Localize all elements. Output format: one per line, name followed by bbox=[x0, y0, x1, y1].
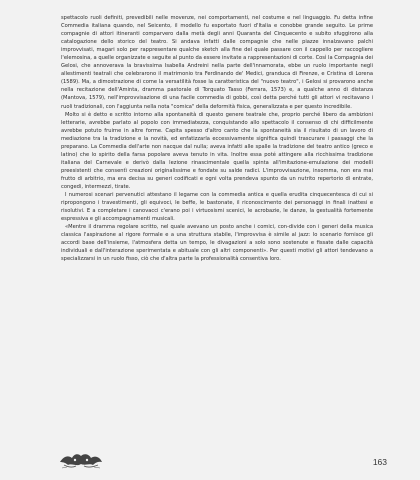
body-text bbox=[61, 14, 373, 263]
paragraph: I numerosi scenari pervenutici attestano il legame con la commedia antica e quella erudita cinquecentesca di cui si ripropongono i travestimenti, gli equivoci, le beffe, le bastonate, il riconoscimento dei personaggi in finali inattesi e risolutivi. E a completare i canovacci c'erano poi i virtuosismi scenici, le acrobazie, le danze, la gestualità fortemente espressiva e gli accompagnamenti musicali. bbox=[61, 192, 373, 223]
page-number: 163 bbox=[372, 457, 387, 467]
paragraph: «Mentre il dramma regolare scritto, nel quale avevano un posto anche i comici, con-divide con i generi della musica classica l'aspirazione al rigore formale e a una struttura stabile, l'improvvisa è simile al jazz: lo scenario fornisce gli accordi base dell'insieme, l'atmosfera detta un tempo, le divagazioni a solo sono sostenute e fissate dalle capacità individuali e dall'interazione sperimentata e abituale con gli altri componenti». Per questi motivi gli attori tendevano a specializzarsi in un ruolo fisso, ciò che d'altra parte la professionalità consentiva loro. bbox=[61, 224, 373, 263]
decorative-mask-ornament bbox=[58, 450, 104, 470]
paragraph: Molto si è detto e scritto intorno alla spontaneità di questo genere teatrale che, proprio perché libero da ambizioni letterarie, avrebbe parlato al popolo con immediatezza, conquistando allo spettacolo il consenso di chi difficilmente avrebbe potuto fruirne in altre forme. Capita spesso d'altro canto che la spontaneità sia il risultato di un lavoro di mediazione tra la tradizione e la novità, ed enfatizzarla eccessivamente significa quindi trascurare i passaggi che la preparano. La Commedia dell'arte non nacque dal nulla; aveva infatti alle spalle la tradizione del teatro antico (greco e latino) che lo spirito della farsa popolare aveva tenuto in vita. Inoltre essa poté attingere alla ricchissima tradizione italiana del Carnevale e derivò dalla lezione rinascimentale quella spinta all'imitazione-emulazione dei modelli preesistenti che consentì creazioni originalissime e fondate su salde radici. L'improvvisazione, insomma, non era mai frutto di arbitrio, ma era decisa su generi codificati e ogni volta prendeva spunto da un nutrito repertorio di entrate, congedi, intermezzi, tirate. bbox=[61, 111, 373, 190]
paragraph: spettacolo ruoli definiti, prevedibili nelle movenze, nei comportamenti, nel costume e nel linguaggio. Fu detta infine Commedia italiana quando, nel Seicento, il modello fu esportato fuori d'Italia e conobbe grande seguito. Le prime compagnie di attori itineranti comparvero dalla metà degli anni Quaranta del Cinquecento e subito sfuggirono alla catalogazione dello storico del teatro. Si andava infatti dalle compagnie che nelle piazze innalzavano palchi improvvisati, magari solo per rappresentare qualche sketch alla fine del quale passare con il cappello per raccogliere l'elemosina, a quelle organizzate e seguite al punto da essere invitate a rappresentazioni di corte. Così la Compagnia dei Gelosi, che annoverava la bravissima Isabella Andreini nella parte dell'innamorata, ebbe un ruolo importante negli allestimenti teatrali che celebrarono il matrimonio tra Ferdinando de' Medici, granduca di Firenze, e Cristina di Lorena (1589). Ma, a dimostrazione di come la versatilità fosse la caratteristica del "nuovo teatro", i Gelosi si provarono anche nella recitazione dell'Aminta, dramma pastorale di Torquato Tasso (Ferrara, 1573) e, a qualche anno di distanza (Mantova, 1579), nell'improvvisazione di una facile commedia di gobbi, così detta perché tutti gli attori vi recitavano i ruoli tradizionali, con l'aggiunta nella nota "comica" della deformità fisica, generalizzata e per questo incredibile. bbox=[61, 15, 374, 110]
